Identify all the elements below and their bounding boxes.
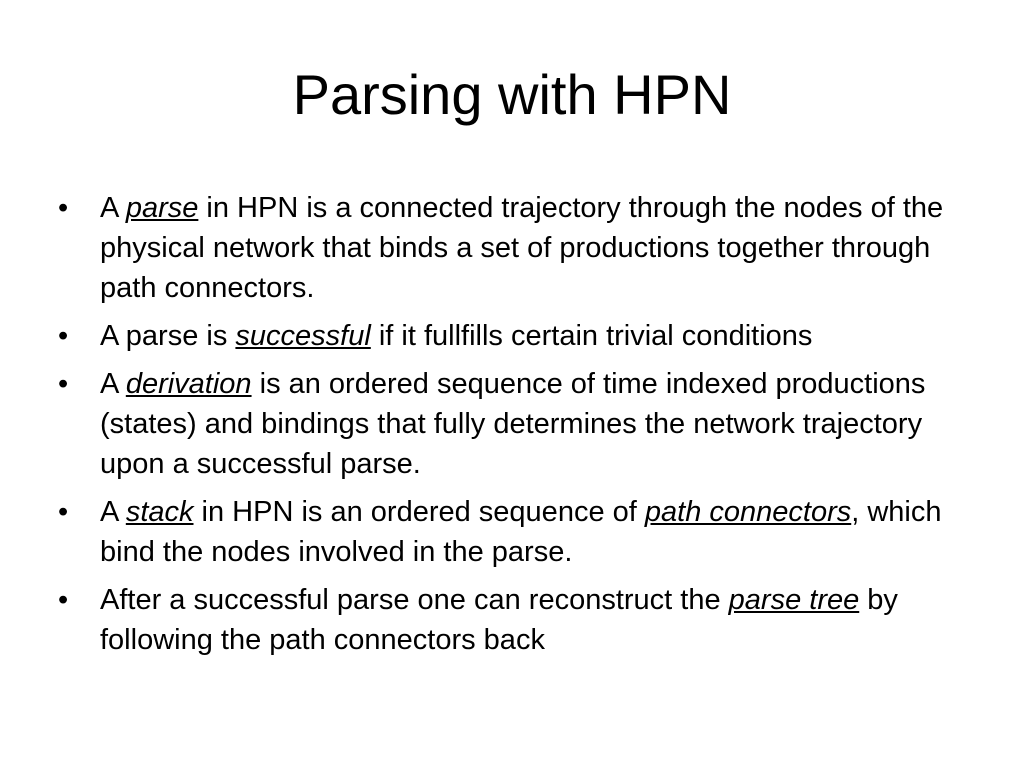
- term-path-connectors: path connectors: [644, 496, 852, 528]
- bullet-item-parse: [58, 188, 958, 308]
- bullet-icon: •: [58, 192, 69, 224]
- bullet-item-derivation: [58, 364, 958, 484]
- term-derivation: derivation: [125, 368, 252, 400]
- bullet-text: A: [100, 192, 126, 224]
- bullet-item-stack: [58, 492, 958, 572]
- bullet-item-parse-tree: [58, 580, 958, 660]
- bullet-item-successful: [58, 316, 958, 356]
- bullet-icon: •: [58, 496, 69, 528]
- term-parse: parse: [125, 192, 199, 224]
- term-stack: stack: [125, 496, 194, 528]
- bullet-text: , which bind the nodes involved in the parse.: [100, 496, 942, 568]
- bullet-text: A: [100, 368, 126, 400]
- bullet-text: is an ordered sequence of time indexed productions (states) and bindings that fully determines the network trajectory upon a successful parse.: [100, 368, 926, 480]
- term-parse-tree: parse tree: [728, 584, 860, 616]
- bullet-text: by following the path connectors back: [100, 584, 898, 656]
- bullet-icon: •: [58, 368, 69, 400]
- bullet-text: After a successful parse one can reconstruct the: [100, 584, 729, 616]
- bullet-icon: •: [58, 320, 69, 352]
- term-successful: successful: [235, 320, 371, 352]
- slide-title: Parsing with HPN: [292, 63, 732, 126]
- bullet-text: A: [100, 496, 126, 528]
- bullet-text: A parse is: [100, 320, 236, 352]
- bullet-text: in HPN is an ordered sequence of: [193, 496, 645, 528]
- bullet-text: if it fullfills certain trivial conditions: [370, 320, 813, 352]
- bullet-list: [58, 188, 958, 668]
- bullet-text: in HPN is a connected trajectory through the nodes of the physical network that binds a set of productions together through path connectors.: [100, 192, 944, 304]
- bullet-icon: •: [58, 584, 69, 616]
